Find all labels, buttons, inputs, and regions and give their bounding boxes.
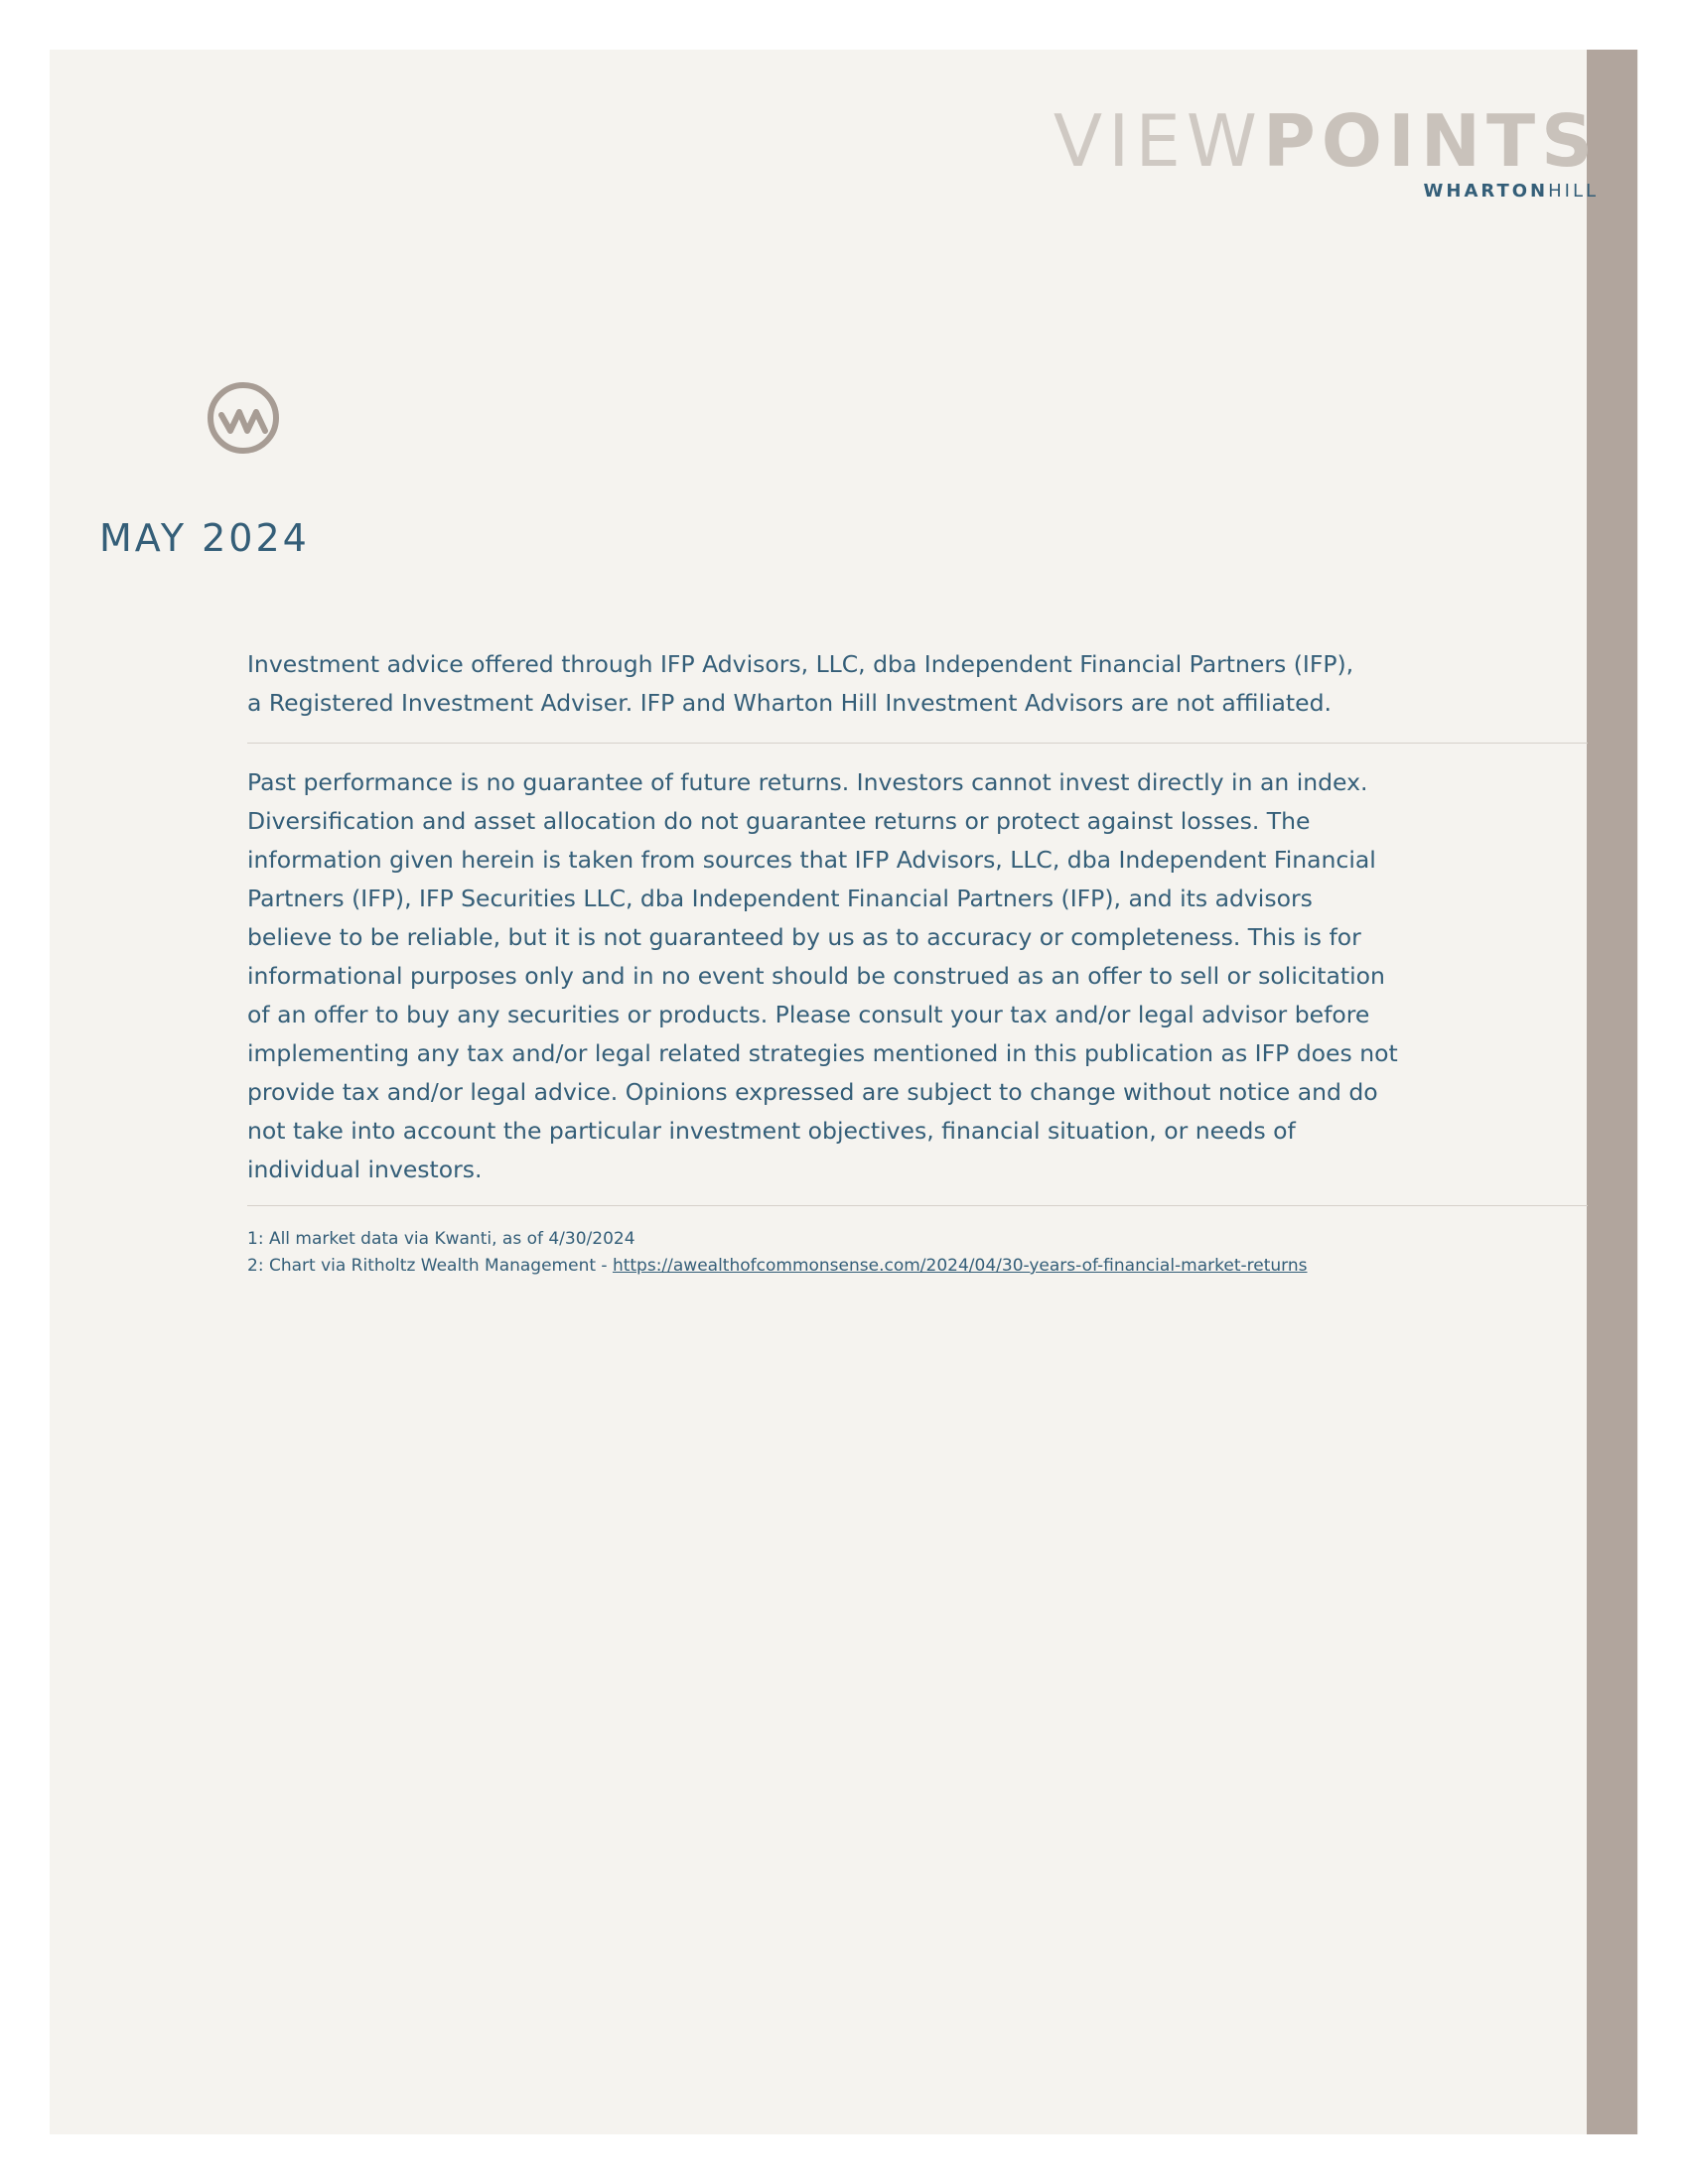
footnote-2 bbox=[247, 1253, 1588, 1280]
disclaimer-paragraph: Past performance is no guarantee of future returns. Investors cannot invest directly in an index. Diversification and asset allocation do not guarantee returns or protect against losses. The information given herein is taken from sources that IFP Advisors, LLC, dba Independent Financial Partners (IFP), IFP Securities LLC, dba Independent Financial Partners (IFP), and its advisors believe to be reliable, but it is not guaranteed by us as to accuracy or completeness. This is for informational purposes only and in no event should be construed as an offer to sell or solicitation of an offer to buy any securities or products. Please consult your tax and/or legal advisor before implementing any tax and/or legal related strategies mentioned in this publication as IFP does not provide tax and/or legal advice. Opinions expressed are subject to change without notice and do not take into account the particular investment objectives, financial situation, or needs of individual investors. bbox=[247, 768, 1398, 1183]
side-accent-bar bbox=[1587, 50, 1637, 2134]
advice-line-2: a Registered Investment Adviser. IFP and Wharton Hill Investment Advisors are not affiliated. bbox=[247, 689, 1332, 717]
logo-title-points: POINTS bbox=[1263, 99, 1599, 183]
divider bbox=[247, 743, 1588, 744]
footnote-1: 1: All market data via Kwanti, as of 4/30/2024 bbox=[247, 1229, 635, 1249]
logo-subtitle bbox=[1054, 181, 1599, 202]
issue-date: MAY 2024 bbox=[99, 516, 310, 560]
logo-sub-hill: HILL bbox=[1548, 181, 1599, 202]
advice-statement bbox=[247, 645, 1399, 723]
viewpoints-logo bbox=[1053, 99, 1599, 202]
divider bbox=[247, 1205, 1588, 1206]
source-link[interactable]: https://awealthofcommonsense.com/2024/04/30-years-of-financial-market-returns bbox=[612, 1256, 1308, 1276]
wharton-hill-w-icon bbox=[207, 381, 280, 455]
logo-title-view: VIEW bbox=[1053, 99, 1263, 183]
footnote-2-text: 2: Chart via Ritholtz Wealth Management - bbox=[247, 1256, 613, 1276]
logo-sub-wharton: WHARTON bbox=[1423, 181, 1549, 202]
advice-line-1: Investment advice offered through IFP Advisors, LLC, dba Independent Financial Partners (IFP), bbox=[247, 650, 1354, 678]
logo-title bbox=[1053, 99, 1599, 183]
disclosure-section bbox=[247, 645, 1588, 1280]
